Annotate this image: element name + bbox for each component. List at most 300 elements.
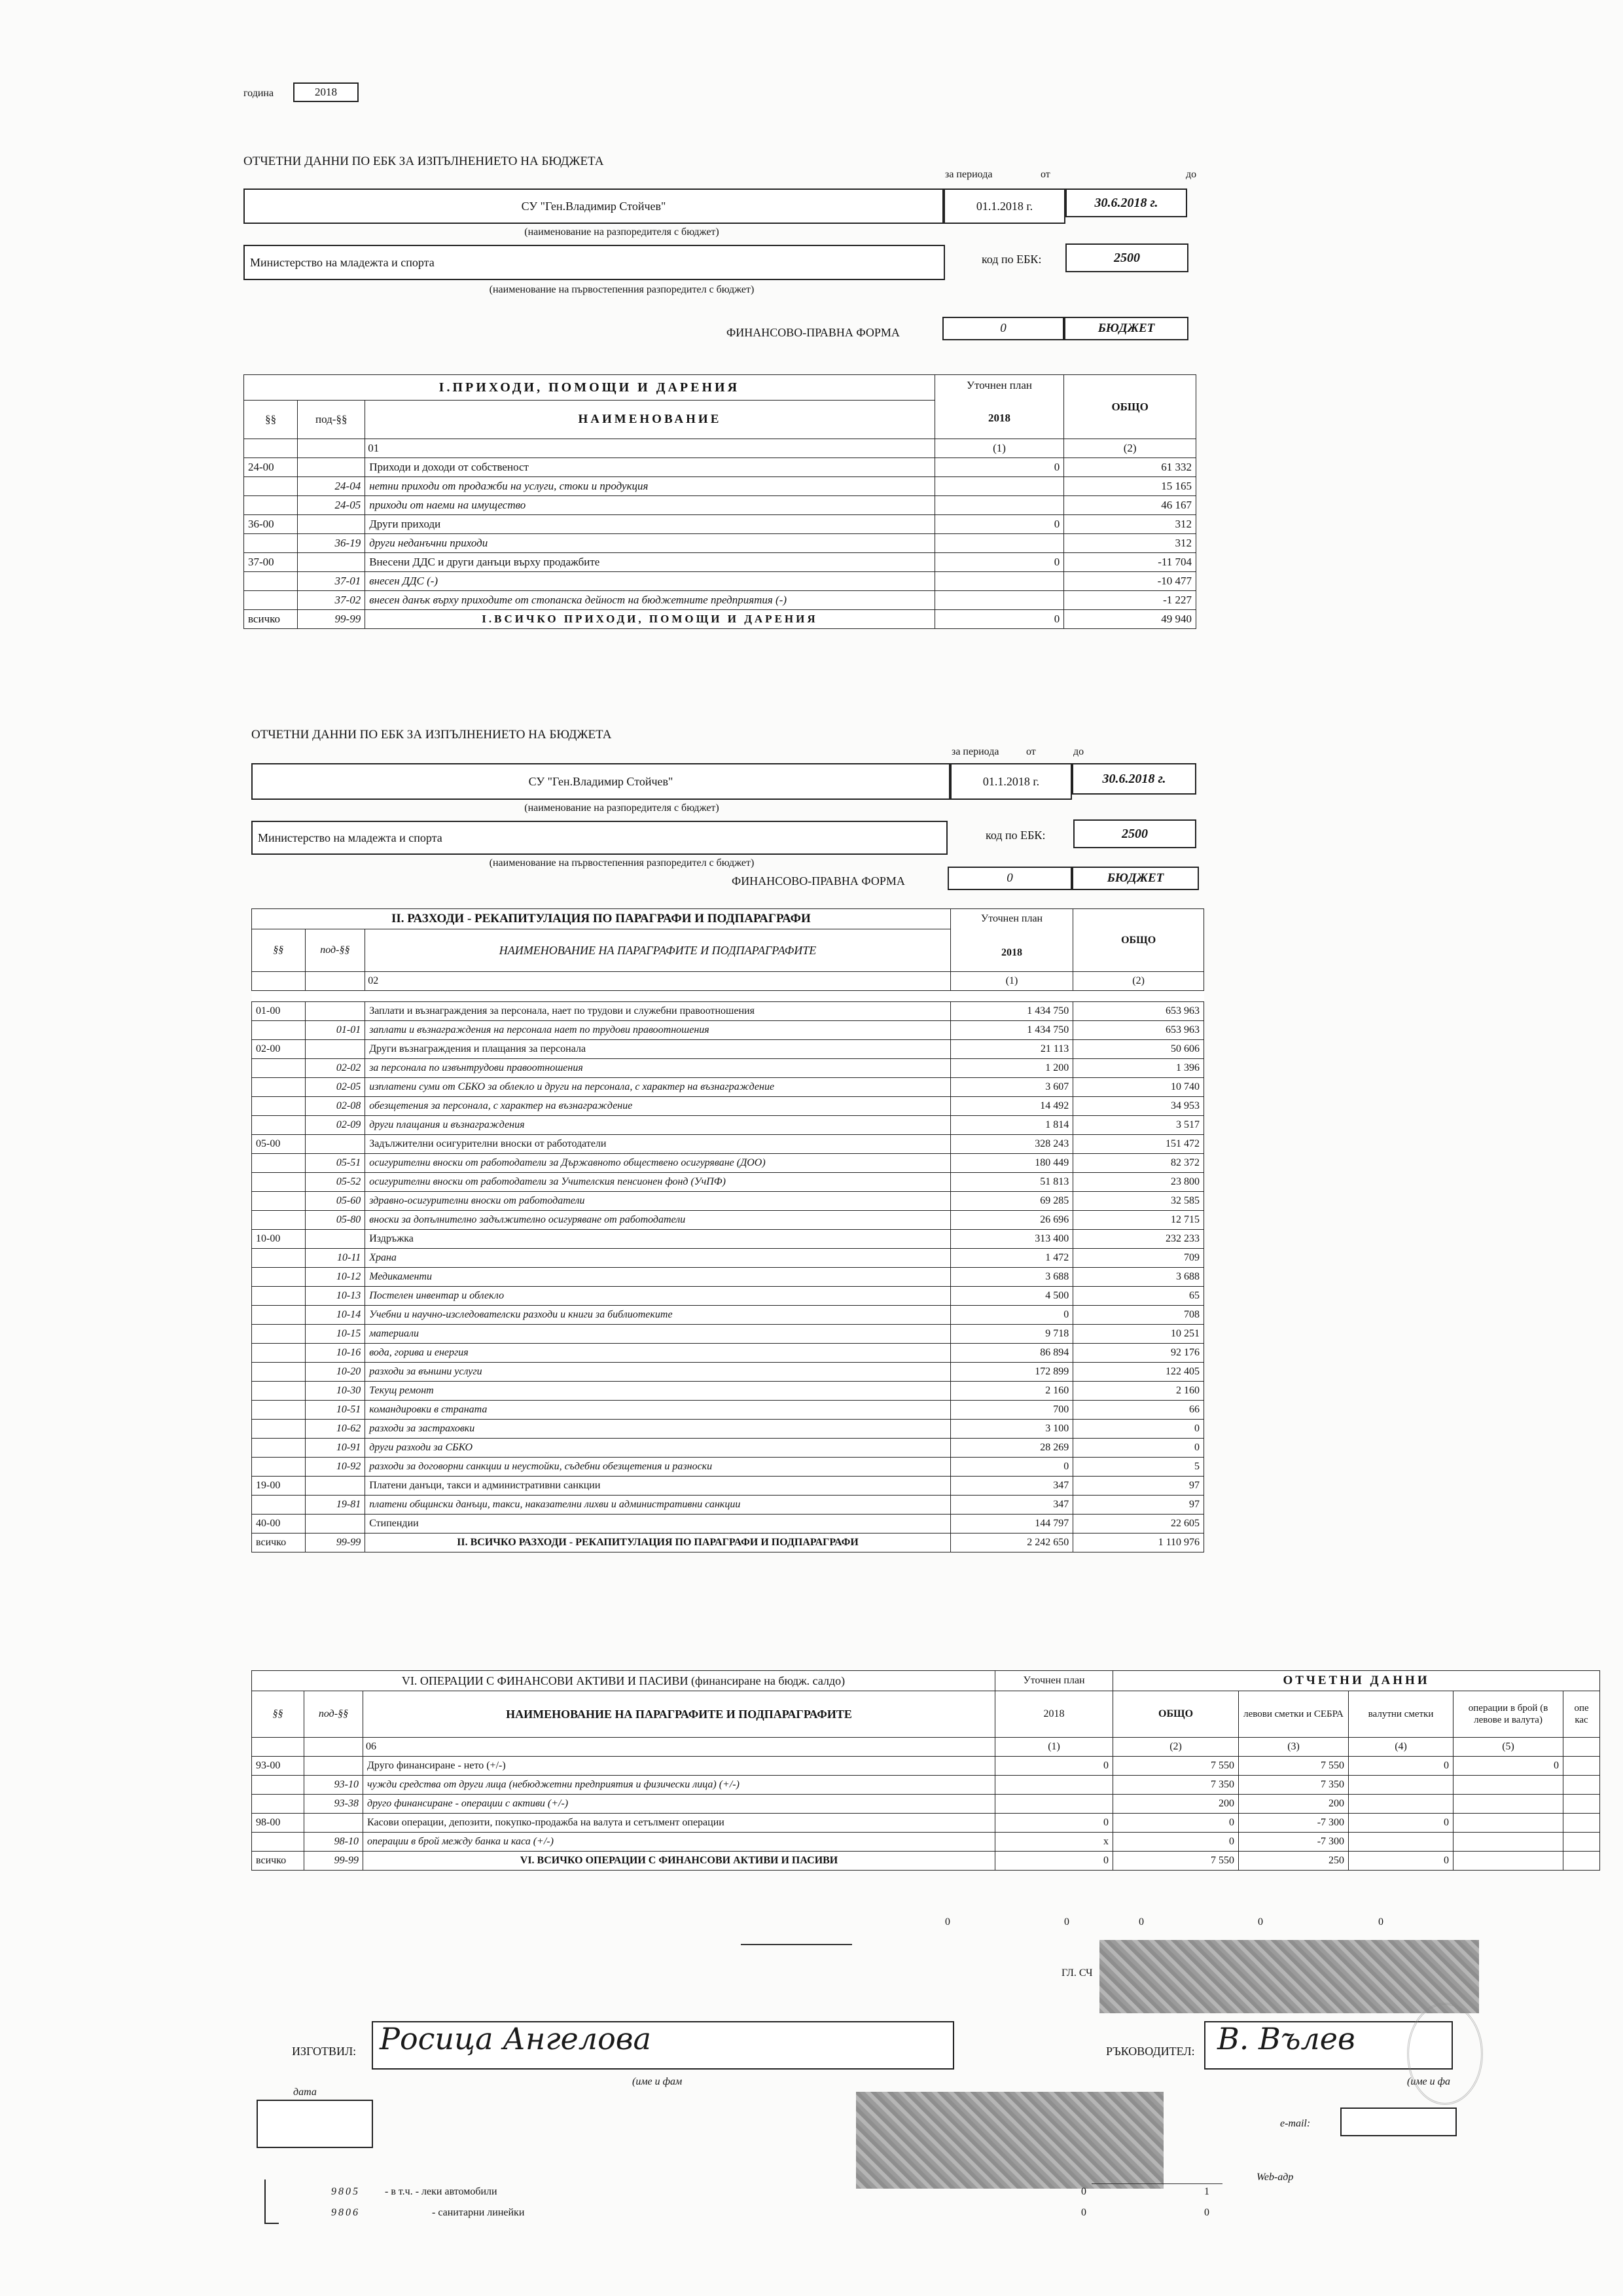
stray-code-1: 9805 <box>331 2186 360 2197</box>
expense-cell-plan: 1 434 750 <box>950 1021 1073 1040</box>
revenue-section-title: I.ПРИХОДИ, ПОМОЩИ И ДАРЕНИЯ <box>244 375 935 401</box>
expense-row <box>252 1211 1204 1230</box>
expense-row <box>252 1344 1204 1363</box>
expense-cell-total: 66 <box>1073 1401 1204 1420</box>
financing-cell-cut <box>1563 1833 1600 1852</box>
year-label: година <box>243 88 274 99</box>
financing-row <box>252 1814 1600 1833</box>
expense-col-sub: под-§§ <box>305 929 365 972</box>
revenue-cell-sub: 37-02 <box>298 591 365 610</box>
revenue-total-name: I.ВСИЧКО ПРИХОДИ, ПОМОЩИ И ДАРЕНИЯ <box>365 610 935 629</box>
expense-cell-par <box>252 1439 306 1458</box>
expense-cell-total: 122 405 <box>1073 1363 1204 1382</box>
expense-cell-plan: 1 434 750 <box>950 1002 1073 1021</box>
revenue-row <box>244 458 1196 477</box>
chief-accountant-label: ГЛ. СЧ <box>1061 1967 1093 1979</box>
web-label: Web-адр <box>1257 2172 1294 2183</box>
date-label: дата <box>293 2087 317 2098</box>
form1-legal-form: БЮДЖЕТ <box>1064 317 1188 340</box>
form2-period-label: за периода <box>952 746 999 757</box>
financing-cell-ops: 0 <box>1454 1757 1563 1776</box>
expense-row <box>252 1230 1204 1249</box>
expense-cell-plan: 172 899 <box>950 1363 1073 1382</box>
revenue-cell-sub: 24-04 <box>298 477 365 496</box>
expense-cell-name: Други възнаграждения и плащания за персонала <box>365 1040 951 1059</box>
financing-section-title: VI. ОПЕРАЦИИ С ФИНАНСОВИ АКТИВИ И ПАСИВИ (финансиране на бюдж. салдо) <box>252 1671 995 1691</box>
expense-cell-total: 708 <box>1073 1306 1204 1325</box>
revenue-year-label: 2018 <box>988 412 1010 424</box>
financing-cell-cut <box>1563 1776 1600 1795</box>
form2-title: ОТЧЕТНИ ДАННИ ПО ЕБК ЗА ИЗПЪЛНЕНИЕТО НА БЮДЖЕТА <box>251 728 612 742</box>
financing-cell-ops <box>1454 1814 1563 1833</box>
form1-code-label: код по ЕБК: <box>982 253 1042 266</box>
stray-v2-2: 0 <box>1204 2207 1209 2218</box>
expense-cell-total: 97 <box>1073 1496 1204 1515</box>
expense-cell-total: 3 688 <box>1073 1268 1204 1287</box>
expense-cell-name: осигурителни вноски от работодатели за Учителския пенсионен фонд (УчПФ) <box>365 1173 951 1192</box>
expense-cell-par <box>252 1192 306 1211</box>
financing-header-row <box>252 1691 1600 1738</box>
financing-cell-cut <box>1563 1795 1600 1814</box>
stray-bracket <box>264 2179 279 2224</box>
financing-cell-par: 93-00 <box>252 1757 304 1776</box>
expense-cell-plan: 328 243 <box>950 1135 1073 1154</box>
expense-cell-total: 5 <box>1073 1458 1204 1477</box>
expense-cell-par: 40-00 <box>252 1515 306 1534</box>
expense-row <box>252 1192 1204 1211</box>
financing-cell-cut <box>1563 1757 1600 1776</box>
expense-row <box>252 1040 1204 1059</box>
expense-cell-name: Стипендии <box>365 1515 951 1534</box>
expense-cell-par <box>252 1097 306 1116</box>
revenue-cell-plan <box>935 591 1064 610</box>
revenue-cell-sub <box>298 515 365 534</box>
expense-cell-plan: 1 200 <box>950 1059 1073 1078</box>
expense-row <box>252 1135 1204 1154</box>
revenue-plan-label: Уточнен план <box>966 379 1033 391</box>
form2-ministry-caption: (наименование на първостепенния разпоредител с бюджет) <box>489 857 755 869</box>
financing-row <box>252 1795 1600 1814</box>
stray-v2-1: 1 <box>1204 2186 1209 2197</box>
revenue-cell-sub: 24-05 <box>298 496 365 515</box>
expense-row <box>252 1287 1204 1306</box>
expense-cell-name: вноски за допълнително задължително осигуряване от работодатели <box>365 1211 951 1230</box>
financing-total-sub: 99-99 <box>304 1852 363 1871</box>
revenue-total-row <box>244 610 1196 629</box>
expense-cell-plan: 3 607 <box>950 1078 1073 1097</box>
expense-cell-plan: 3 100 <box>950 1420 1073 1439</box>
expense-cell-name: Издръжка <box>365 1230 951 1249</box>
expense-row <box>252 1249 1204 1268</box>
financing-total-row <box>252 1852 1600 1871</box>
expense-cell-par <box>252 1420 306 1439</box>
form1-title: ОТЧЕТНИ ДАННИ ПО ЕБК ЗА ИЗПЪЛНЕНИЕТО НА БЮДЖЕТА <box>243 154 604 168</box>
expense-row <box>252 1059 1204 1078</box>
expense-cell-par <box>252 1287 306 1306</box>
revenue-cell-sub <box>298 553 365 572</box>
financing-cell-name: чужди средства от други лица (небюджетни предприятия и физически лица) (+/-) <box>363 1776 995 1795</box>
revenue-cell-name: Внесени ДДС и други данъци върху продажбите <box>365 553 935 572</box>
expense-cell-sub: 10-14 <box>305 1306 365 1325</box>
stray-code-2: 9806 <box>331 2207 360 2218</box>
expense-total-value: 1 110 976 <box>1073 1534 1204 1552</box>
form1-entity-field: СУ "Ген.Владимир Стойчев" <box>243 188 944 224</box>
expense-cell-total: 92 176 <box>1073 1344 1204 1363</box>
expense-cell-name: разходи за договорни санкции и неустойки, съдебни обезщетения и разноски <box>365 1458 951 1477</box>
financing-index-1: (1) <box>995 1738 1113 1757</box>
revenue-cell-plan: 0 <box>935 458 1064 477</box>
expense-cell-total: 151 472 <box>1073 1135 1204 1154</box>
financing-total-fx: 0 <box>1349 1852 1454 1871</box>
expense-cell-name: здравно-осигурителни вноски от работодатели <box>365 1192 951 1211</box>
revenue-cell-total: 312 <box>1064 515 1196 534</box>
revenue-cell-name: внесен данък върху приходите от стопанска дейност на бюджетните предприятия (-) <box>365 591 935 610</box>
revenue-cell-sub: 36-19 <box>298 534 365 553</box>
form1-from-label: от <box>1041 169 1050 180</box>
expense-cell-name: Текущ ремонт <box>365 1382 951 1401</box>
expense-cell-name: Платени данъци, такси и административни санкции <box>365 1477 951 1496</box>
expense-cell-name: за персонала по извънтрудови правоотношения <box>365 1059 951 1078</box>
form1-legal-form-label: ФИНАНСОВО-ПРАВНА ФОРМА <box>726 326 900 339</box>
expense-cell-plan: 9 718 <box>950 1325 1073 1344</box>
revenue-cell-total: -10 477 <box>1064 572 1196 591</box>
form1-period-label: за периода <box>945 169 993 180</box>
expense-cell-total: 82 372 <box>1073 1154 1204 1173</box>
form1-ministry-field: Министерство на младежта и спорта <box>243 245 945 280</box>
financing-cell-total: 7 350 <box>1113 1776 1239 1795</box>
expense-cell-plan: 21 113 <box>950 1040 1073 1059</box>
expense-cell-name: Храна <box>365 1249 951 1268</box>
revenue-cell-plan <box>935 477 1064 496</box>
revenue-cell-name: нетни приходи от продажби на услуги, стоки и продукция <box>365 477 935 496</box>
financing-col-ops: операции в брой (в левове и валута) <box>1454 1691 1563 1738</box>
financing-index-5: (5) <box>1454 1738 1563 1757</box>
expense-cell-name: вода, горива и енергия <box>365 1344 951 1363</box>
revenue-row <box>244 534 1196 553</box>
expense-cell-total: 2 160 <box>1073 1382 1204 1401</box>
expense-row <box>252 1325 1204 1344</box>
expense-cell-name: разходи за външни услуги <box>365 1363 951 1382</box>
expense-cell-sub: 10-62 <box>305 1420 365 1439</box>
financing-col-cut-label-2: кас <box>1575 1715 1588 1725</box>
email-label: e-mail: <box>1280 2118 1311 2129</box>
director-caption: (име и фа <box>1407 2076 1450 2087</box>
expense-cell-par <box>252 1249 306 1268</box>
form1-date-from: 01.1.2018 г. <box>944 188 1065 224</box>
expense-cell-name: заплати и възнаграждения на персонала нает по трудови правоотношения <box>365 1021 951 1040</box>
financing-index-row <box>252 1738 1600 1757</box>
form2-legal-form: БЮДЖЕТ <box>1072 867 1199 890</box>
expense-cell-plan: 4 500 <box>950 1287 1073 1306</box>
expense-cell-total: 709 <box>1073 1249 1204 1268</box>
revenue-cell-plan: 0 <box>935 515 1064 534</box>
expense-cell-par: 10-00 <box>252 1230 306 1249</box>
expense-row <box>252 1439 1204 1458</box>
redacted-contact <box>856 2092 1164 2189</box>
expense-cell-plan: 347 <box>950 1477 1073 1496</box>
expense-cell-sub <box>305 1230 365 1249</box>
expense-cell-name: други разходи за СБКО <box>365 1439 951 1458</box>
financing-cell-par <box>252 1833 304 1852</box>
form2-entity-field: СУ "Ген.Владимир Стойчев" <box>251 763 950 800</box>
revenue-row <box>244 477 1196 496</box>
financing-cell-plan <box>995 1795 1113 1814</box>
expense-row <box>252 1420 1204 1439</box>
expense-cell-plan: 51 813 <box>950 1173 1073 1192</box>
expense-cell-sub <box>305 1040 365 1059</box>
expense-cell-total: 32 585 <box>1073 1192 1204 1211</box>
revenue-cell-plan: 0 <box>935 553 1064 572</box>
form2-date-to: 30.6.2018 г. <box>1072 763 1196 795</box>
expense-cell-plan: 700 <box>950 1401 1073 1420</box>
financing-cell-par <box>252 1776 304 1795</box>
revenue-cell-par <box>244 477 298 496</box>
expense-year-label: 2018 <box>1001 947 1023 958</box>
expense-cell-par <box>252 1306 306 1325</box>
expense-cell-sub: 05-60 <box>305 1192 365 1211</box>
expense-cell-total: 97 <box>1073 1477 1204 1496</box>
expense-cell-name: Заплати и възнаграждения за персонала, нает по трудови и служебни правоотношения <box>365 1002 951 1021</box>
expense-cell-par <box>252 1363 306 1382</box>
form2-code-label: код по ЕБК: <box>986 829 1046 842</box>
financing-title-row <box>252 1671 1600 1691</box>
expense-cell-sub <box>305 1477 365 1496</box>
check-value-2: 0 <box>1064 1916 1069 1928</box>
expense-table <box>251 908 1204 1552</box>
expense-total-par: всичко <box>252 1534 306 1552</box>
financing-col-name: НАИМЕНОВАНИЕ НА ПАРАГРАФИТЕ И ПОДПАРАГРАФИТЕ <box>363 1691 995 1738</box>
footer-divider <box>741 1944 852 1945</box>
financing-cell-total: 7 550 <box>1113 1757 1239 1776</box>
form1-ministry-caption: (наименование на първостепенния разпоредител с бюджет) <box>489 284 755 295</box>
revenue-total-sub: 99-99 <box>298 610 365 629</box>
financing-col-lev: левови сметки и СЕБРА <box>1239 1691 1349 1738</box>
revenue-cell-plan <box>935 534 1064 553</box>
expense-cell-total: 3 517 <box>1073 1116 1204 1135</box>
check-value-1: 0 <box>945 1916 950 1928</box>
expense-row <box>252 1306 1204 1325</box>
financing-cell-cut <box>1563 1814 1600 1833</box>
financing-cell-plan: x <box>995 1833 1113 1852</box>
expense-cell-sub: 02-08 <box>305 1097 365 1116</box>
expense-cell-sub: 19-81 <box>305 1496 365 1515</box>
revenue-cell-name: Други приходи <box>365 515 935 534</box>
date-field <box>257 2100 373 2148</box>
expense-cell-plan: 1 814 <box>950 1116 1073 1135</box>
revenue-cell-par: 24-00 <box>244 458 298 477</box>
financing-cell-fx: 0 <box>1349 1814 1454 1833</box>
revenue-table <box>243 374 1196 629</box>
expense-cell-total: 22 605 <box>1073 1515 1204 1534</box>
expense-row <box>252 1173 1204 1192</box>
expense-index-2: (2) <box>1073 972 1204 991</box>
check-value-4: 0 <box>1258 1916 1263 1928</box>
financing-cell-ops <box>1454 1795 1563 1814</box>
email-field <box>1340 2108 1457 2136</box>
expense-row <box>252 1268 1204 1287</box>
expense-cell-sub <box>305 1002 365 1021</box>
expense-cell-plan: 0 <box>950 1458 1073 1477</box>
expense-cell-sub: 10-16 <box>305 1344 365 1363</box>
revenue-cell-par: 37-00 <box>244 553 298 572</box>
financing-total-lev: 250 <box>1239 1852 1349 1871</box>
financing-cell-fx <box>1349 1795 1454 1814</box>
expense-cell-par <box>252 1401 306 1420</box>
expense-cell-total: 653 963 <box>1073 1021 1204 1040</box>
expense-row <box>252 1154 1204 1173</box>
form2-legal-form-code: 0 <box>948 867 1072 890</box>
expense-cell-name: осигурителни вноски от работодатели за Държавното обществено осигуряване (ДОО) <box>365 1154 951 1173</box>
expense-cell-total: 653 963 <box>1073 1002 1204 1021</box>
financing-cell-par: 98-00 <box>252 1814 304 1833</box>
expense-row <box>252 1097 1204 1116</box>
financing-cell-ops <box>1454 1776 1563 1795</box>
financing-col-total: ОБЩО <box>1113 1691 1239 1738</box>
expense-cell-sub: 02-02 <box>305 1059 365 1078</box>
expense-cell-total: 0 <box>1073 1439 1204 1458</box>
form1-code-field: 2500 <box>1065 243 1188 272</box>
form2-ministry-field: Министерство на младежта и спорта <box>251 821 948 855</box>
expense-row <box>252 1401 1204 1420</box>
expense-cell-sub: 10-12 <box>305 1268 365 1287</box>
expense-cell-sub: 05-52 <box>305 1173 365 1192</box>
expense-cell-par: 19-00 <box>252 1477 306 1496</box>
form1-legal-form-code: 0 <box>942 317 1064 340</box>
expense-cell-name: обезщетения за персонала, с характер на възнаграждение <box>365 1097 951 1116</box>
expense-cell-total: 0 <box>1073 1420 1204 1439</box>
stamp-seal <box>1407 2003 1483 2105</box>
financing-col-par: §§ <box>252 1691 304 1738</box>
financing-cell-lev: 200 <box>1239 1795 1349 1814</box>
financing-index-2: (2) <box>1113 1738 1239 1757</box>
expense-row <box>252 1002 1204 1021</box>
expense-cell-total: 10 251 <box>1073 1325 1204 1344</box>
expense-cell-name: Постелен инвентар и облекло <box>365 1287 951 1306</box>
expense-cell-sub: 10-13 <box>305 1287 365 1306</box>
expense-cell-plan: 313 400 <box>950 1230 1073 1249</box>
expense-cell-name: Медикаменти <box>365 1268 951 1287</box>
expense-index-row <box>252 972 1204 991</box>
financing-index-4: (4) <box>1349 1738 1454 1757</box>
financing-cell-par <box>252 1795 304 1814</box>
expense-total-sub: 99-99 <box>305 1534 365 1552</box>
expense-cell-par <box>252 1344 306 1363</box>
revenue-row <box>244 553 1196 572</box>
expense-cell-plan: 26 696 <box>950 1211 1073 1230</box>
stray-line <box>1092 2183 1222 2184</box>
expense-code-row: 02 <box>365 972 951 991</box>
revenue-index-1: (1) <box>935 439 1064 458</box>
stray-name-2: - санитарни линейки <box>432 2207 525 2218</box>
expense-col-par: §§ <box>252 929 306 972</box>
expense-cell-sub: 10-11 <box>305 1249 365 1268</box>
expense-cell-name: изплатени суми от СБКО за облекло и други на персонала, с характер на възнаграждение <box>365 1078 951 1097</box>
revenue-cell-total: 61 332 <box>1064 458 1196 477</box>
expense-cell-plan: 69 285 <box>950 1192 1073 1211</box>
expense-cell-total: 50 606 <box>1073 1040 1204 1059</box>
expense-cell-par <box>252 1078 306 1097</box>
expense-row <box>252 1021 1204 1040</box>
prepared-caption: (име и фам <box>632 2076 683 2087</box>
revenue-index-2: (2) <box>1064 439 1196 458</box>
expense-cell-par <box>252 1059 306 1078</box>
revenue-cell-total: 312 <box>1064 534 1196 553</box>
expense-cell-total: 34 953 <box>1073 1097 1204 1116</box>
expense-cell-plan: 347 <box>950 1496 1073 1515</box>
financing-col-cut-label: опе <box>1574 1703 1589 1713</box>
check-value-3: 0 <box>1139 1916 1144 1928</box>
revenue-code-row: 01 <box>365 439 935 458</box>
expense-index-1: (1) <box>950 972 1073 991</box>
revenue-plan-header <box>935 375 1064 439</box>
expense-cell-name: материали <box>365 1325 951 1344</box>
expense-cell-sub <box>305 1135 365 1154</box>
financing-total-ops <box>1454 1852 1563 1871</box>
expense-total-name: II. ВСИЧКО РАЗХОДИ - РЕКАПИТУЛАЦИЯ ПО ПАРАГРАФИ И ПОДПАРАГРАФИ <box>365 1534 951 1552</box>
director-label: РЪКОВОДИТЕЛ: <box>1106 2045 1195 2058</box>
expense-cell-sub: 05-80 <box>305 1211 365 1230</box>
expense-row <box>252 1363 1204 1382</box>
financing-cell-total: 0 <box>1113 1833 1239 1852</box>
stray-v1-1: 0 <box>1081 2186 1086 2197</box>
expense-cell-sub: 02-05 <box>305 1078 365 1097</box>
financing-row <box>252 1757 1600 1776</box>
expense-cell-name: други плащания и възнаграждения <box>365 1116 951 1135</box>
expense-cell-total: 1 396 <box>1073 1059 1204 1078</box>
expense-cell-sub: 10-30 <box>305 1382 365 1401</box>
revenue-total-value: 49 940 <box>1064 610 1196 629</box>
revenue-cell-sub <box>298 458 365 477</box>
expense-cell-name: Учебни и научно-изследователски разходи и книги за библиотеките <box>365 1306 951 1325</box>
expense-cell-plan: 0 <box>950 1306 1073 1325</box>
expense-row <box>252 1496 1204 1515</box>
financing-cell-lev: -7 300 <box>1239 1814 1349 1833</box>
expense-plan-header <box>950 909 1073 972</box>
expense-cell-total: 232 233 <box>1073 1230 1204 1249</box>
expense-cell-par: 01-00 <box>252 1002 306 1021</box>
financing-cell-sub: 93-10 <box>304 1776 363 1795</box>
revenue-row <box>244 572 1196 591</box>
director-signature: В. Вълев <box>1217 2021 1355 2056</box>
expense-row <box>252 1477 1204 1496</box>
financing-total-par: всичко <box>252 1852 304 1871</box>
revenue-cell-total: -11 704 <box>1064 553 1196 572</box>
financing-table <box>251 1670 1600 1871</box>
financing-plan-label: Уточнен план <box>995 1671 1113 1691</box>
expense-cell-sub: 10-92 <box>305 1458 365 1477</box>
expense-cell-par <box>252 1211 306 1230</box>
financing-cell-sub <box>304 1757 363 1776</box>
revenue-cell-total: 15 165 <box>1064 477 1196 496</box>
expense-cell-par <box>252 1325 306 1344</box>
expense-cell-name: Задължителни осигурителни вноски от работодатели <box>365 1135 951 1154</box>
revenue-title-row <box>244 375 1196 401</box>
financing-cell-fx: 0 <box>1349 1757 1454 1776</box>
form2-code-field: 2500 <box>1073 819 1196 848</box>
revenue-cell-par: 36-00 <box>244 515 298 534</box>
revenue-index-row <box>244 439 1196 458</box>
prepared-signature: Росица Ангелова <box>380 2021 651 2056</box>
expense-cell-par <box>252 1496 306 1515</box>
expense-cell-par <box>252 1116 306 1135</box>
check-value-5: 0 <box>1378 1916 1383 1928</box>
expense-cell-par <box>252 1173 306 1192</box>
form2-entity-caption: (наименование на разпоредителя с бюджет) <box>524 802 719 814</box>
revenue-total-par: всичко <box>244 610 298 629</box>
form2-from-label: от <box>1026 746 1036 757</box>
financing-col-cut <box>1563 1691 1600 1738</box>
expense-cell-sub: 01-01 <box>305 1021 365 1040</box>
